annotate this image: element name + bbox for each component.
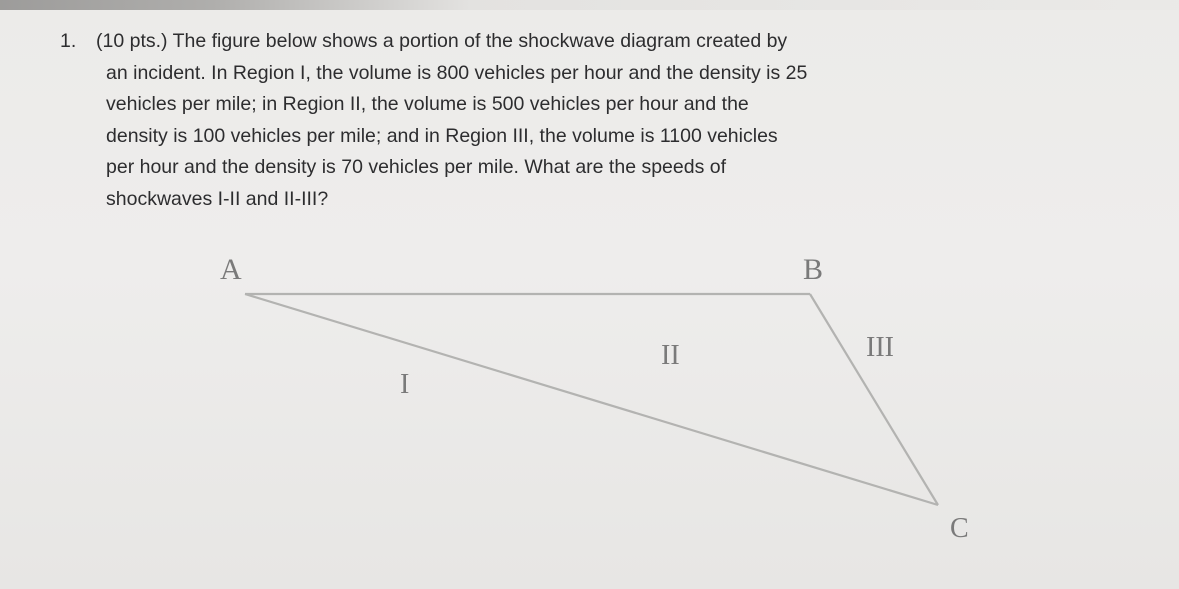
region-label-ii: II <box>661 340 680 371</box>
question-text-line: shockwaves I-II and II-III? <box>106 187 329 210</box>
shockwave-line-bc <box>810 294 938 505</box>
region-label-iii: III <box>866 332 894 363</box>
question-text-line: per hour and the density is 70 vehicles per mile. What are the speeds of <box>106 156 727 178</box>
region-label-i: I <box>400 369 410 400</box>
question-text-line: (10 pts.) The figure below shows a portion of the shockwave diagram created by <box>96 30 788 52</box>
point-label-b: B <box>803 253 824 286</box>
point-label-c: C <box>950 513 969 544</box>
shockwave-line-ac <box>245 294 938 505</box>
question-number: 1. <box>60 30 77 52</box>
question-text-line: density is 100 vehicles per mile; and in Region III, the volume is 1100 vehicles <box>106 124 778 147</box>
question-text-line: an incident. In Region I, the volume is 800 vehicles per hour and the density is 25 <box>106 61 808 84</box>
point-label-a: A <box>220 253 242 286</box>
question-text-line: vehicles per mile; in Region II, the volume is 500 vehicles per hour and the <box>106 93 749 115</box>
